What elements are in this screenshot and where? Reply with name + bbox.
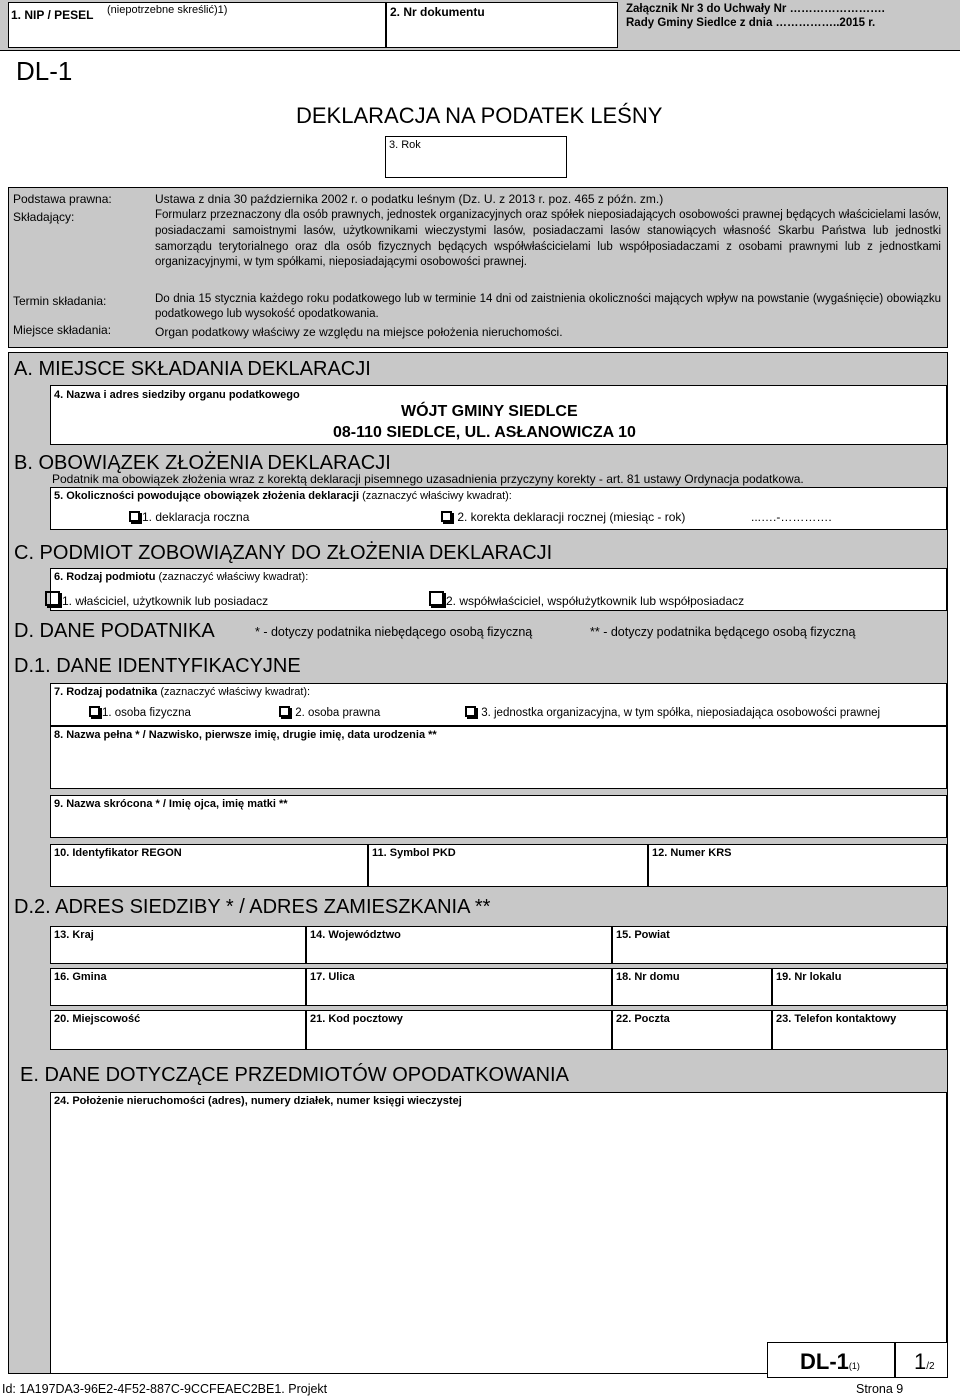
attachment-line-1: Załącznik Nr 3 do Uchwały Nr ……………………. [626, 3, 885, 15]
year-label: 3. Rok [389, 139, 421, 151]
footer-page-number: 1/2 [914, 1349, 935, 1374]
year-field[interactable] [385, 136, 567, 178]
legal-person-option[interactable]: 2. osoba prawna [279, 706, 380, 719]
voivodeship-field[interactable] [306, 926, 612, 964]
tax-office-address: 08-110 SIEDLCE, UL. ASŁANOWICZA 10 [333, 424, 636, 441]
nip-pesel-label: 1. NIP / PESEL [11, 8, 94, 22]
city-field[interactable] [50, 1010, 306, 1050]
short-name-label: 9. Nazwa skrócona * / Imię ojca, imię matki ** [54, 798, 288, 810]
document-number-field[interactable] [386, 2, 618, 48]
footer-form-code: DL-1(1) [800, 1349, 860, 1374]
footer-page-box [895, 1342, 948, 1378]
street-label: 17. Ulica [310, 971, 355, 983]
property-location-field[interactable] [50, 1092, 947, 1374]
obligation-field [50, 487, 947, 530]
checkbox-icon[interactable] [429, 591, 444, 606]
checkbox-icon[interactable] [89, 706, 100, 717]
municipality-label: 16. Gmina [54, 971, 107, 983]
krs-label: 12. Numer KRS [652, 847, 732, 859]
property-location-label: 24. Położenie nieruchomości (adres), numery działek, numer księgi wieczystej [54, 1095, 462, 1107]
deadline-text: Do dnia 15 stycznia każdego roku podatkowego lub w terminie 14 dni od zaistnienia okoliczności mających wpływ na powstanie (wygaśnięcie) obowiązku podatkowego lub wysokość opodatkowania. [155, 293, 941, 320]
section-a-heading: A. MIEJSCE SKŁADANIA DEKLARACJI [14, 358, 371, 380]
county-field[interactable] [612, 926, 947, 964]
full-name-field[interactable] [50, 726, 947, 789]
filer-label: Składający: [13, 210, 75, 224]
postal-code-field[interactable] [306, 1010, 612, 1050]
checkbox-icon[interactable] [279, 706, 290, 717]
short-name-field[interactable] [50, 795, 947, 838]
section-b-heading: B. OBOWIĄZEK ZŁOŻENIA DEKLARACJI [14, 452, 391, 474]
county-label: 15. Powiat [616, 929, 670, 941]
footer-form-code-box [767, 1342, 895, 1378]
attachment-line-2: Rady Gminy Siedlce z dnia ……………..2015 r. [626, 17, 876, 29]
form-title: DEKLARACJA NA PODATEK LEŚNY [296, 103, 663, 128]
info-box [8, 187, 948, 348]
place-label: Miejsce składania: [13, 323, 112, 337]
annual-declaration-option[interactable]: 1. deklaracja roczna [129, 510, 249, 524]
nip-pesel-note: (niepotrzebne skreślić)1) [107, 4, 228, 16]
house-number-field[interactable] [612, 968, 772, 1006]
country-label: 13. Kraj [54, 929, 94, 941]
owner-option[interactable]: 1. właściciel, użytkownik lub posiadacz [45, 591, 268, 608]
section-c-heading: C. PODMIOT ZOBOWIĄZANY DO ZŁOŻENIA DEKLARACJI [14, 542, 553, 564]
deadline-label: Termin składania: [13, 294, 107, 308]
country-field[interactable] [50, 926, 306, 964]
obligation-label: 5. Okoliczności powodujące obowiązek złożenia deklaracji (zaznaczyć właściwy kwadrat): [54, 490, 512, 502]
checkbox-icon[interactable] [129, 511, 140, 522]
voivodeship-label: 14. Województwo [310, 929, 401, 941]
legal-basis-label: Podstawa prawna: [13, 192, 112, 206]
tax-office-label: 4. Nazwa i adres siedziby organu podatkowego [54, 389, 300, 401]
natural-person-note: ** - dotyczy podatnika będącego osobą fizyczną [590, 625, 856, 639]
legal-basis-text: Ustawa z dnia 30 października 2002 r. o podatku leśnym (Dz. U. z 2013 r. poz. 465 z późn. zm.) [155, 192, 664, 206]
street-field[interactable] [306, 968, 612, 1006]
place-text: Organ podatkowy właściwy ze względu na miejsce położenia nieruchomości. [155, 325, 563, 339]
nip-pesel-field[interactable] [8, 2, 386, 48]
phone-label: 23. Telefon kontaktowy [776, 1013, 897, 1025]
co-owner-option[interactable]: 2. współwłaściciel, współużytkownik lub współposiadacz [429, 591, 744, 608]
correction-period-dots: ...….-…………. [751, 510, 832, 524]
taxpayer-type-field [50, 683, 947, 726]
city-label: 20. Miejscowość [54, 1013, 141, 1025]
taxpayer-type-label: 7. Rodzaj podatnika (zaznaczyć właściwy kwadrat): [54, 686, 311, 698]
page-label: Strona 9 [856, 1382, 904, 1396]
regon-field[interactable] [50, 844, 368, 887]
section-d2-heading: D.2. ADRES SIEDZIBY * / ADRES ZAMIESZKANIA ** [14, 896, 491, 918]
post-office-field[interactable] [612, 1010, 772, 1050]
tax-office-name: WÓJT GMINY SIEDLCE [401, 403, 578, 420]
checkbox-icon[interactable] [465, 706, 476, 717]
checkbox-icon[interactable] [45, 591, 60, 606]
pkd-field[interactable] [368, 844, 648, 887]
regon-label: 10. Identyfikator REGON [54, 847, 182, 859]
document-number-label: 2. Nr dokumentu [390, 5, 485, 19]
correction-note: Podatnik ma obowiązek złożenia wraz z korektą deklaracji pisemnego uzasadnienia przyczyny korekty - art. 81 ustawy Ordynacja podatkowa. [52, 472, 804, 486]
pkd-label: 11. Symbol PKD [372, 847, 456, 859]
natural-person-option[interactable]: 1. osoba fizyczna [89, 706, 191, 719]
section-d-heading: D. DANE PODATNIKA [14, 620, 215, 642]
full-name-label: 8. Nazwa pełna * / Nazwisko, pierwsze imię, drugie imię, data urodzenia ** [54, 729, 437, 741]
entity-type-field [50, 568, 947, 611]
tax-office-field[interactable] [50, 385, 947, 445]
attachment-note [626, 2, 885, 30]
section-d1-heading: D.1. DANE IDENTYFIKACYJNE [14, 655, 301, 677]
apartment-number-label: 19. Nr lokalu [776, 971, 842, 983]
organizational-unit-option[interactable]: 3. jednostka organizacyjna, w tym spółka, nieposiadająca osobowości prawnej [465, 706, 880, 719]
entity-type-label: 6. Rodzaj podmiotu (zaznaczyć właściwy kwadrat): [54, 571, 309, 583]
correction-option[interactable]: 2. korekta deklaracji rocznej (miesiąc - rok) [441, 510, 685, 524]
section-e-heading: E. DANE DOTYCZĄCE PRZEDMIOTÓW OPODATKOWANIA [20, 1064, 569, 1086]
municipality-field[interactable] [50, 968, 306, 1006]
house-number-label: 18. Nr domu [616, 971, 680, 983]
form-code: DL-1 [16, 56, 73, 86]
document-id: Id: 1A197DA3-96E2-4F52-887C-9CCFEAEC2BE1. Projekt [2, 1382, 328, 1396]
postal-code-label: 21. Kod pocztowy [310, 1013, 403, 1025]
non-natural-person-note: * - dotyczy podatnika niebędącego osobą fizyczną [255, 625, 533, 639]
apartment-number-field[interactable] [772, 968, 947, 1006]
post-office-label: 22. Poczta [616, 1013, 670, 1025]
krs-field[interactable] [648, 844, 947, 887]
filer-text: Formularz przeznaczony dla osób prawnych, jednostek organizacyjnych oraz spółek nieposiadających osobowości prawnej będących właścicielami lasów, posiadaczami samoistnymi lasów, użytkownikami wieczystymi lasów, posiadaczami lasów stanowiących własność Skarbu Państwa lub jednostki samorządu terytorialnego oraz dla osób fizycznych będących współwłaścicielami lub współposiadaczami z osobami prawnymi lub z jednostkami organizacyjnymi, w tym spółkami, nieposiadającymi osobowości prawnej. [155, 209, 941, 269]
phone-field[interactable] [772, 1010, 947, 1050]
checkbox-icon[interactable] [441, 511, 452, 522]
